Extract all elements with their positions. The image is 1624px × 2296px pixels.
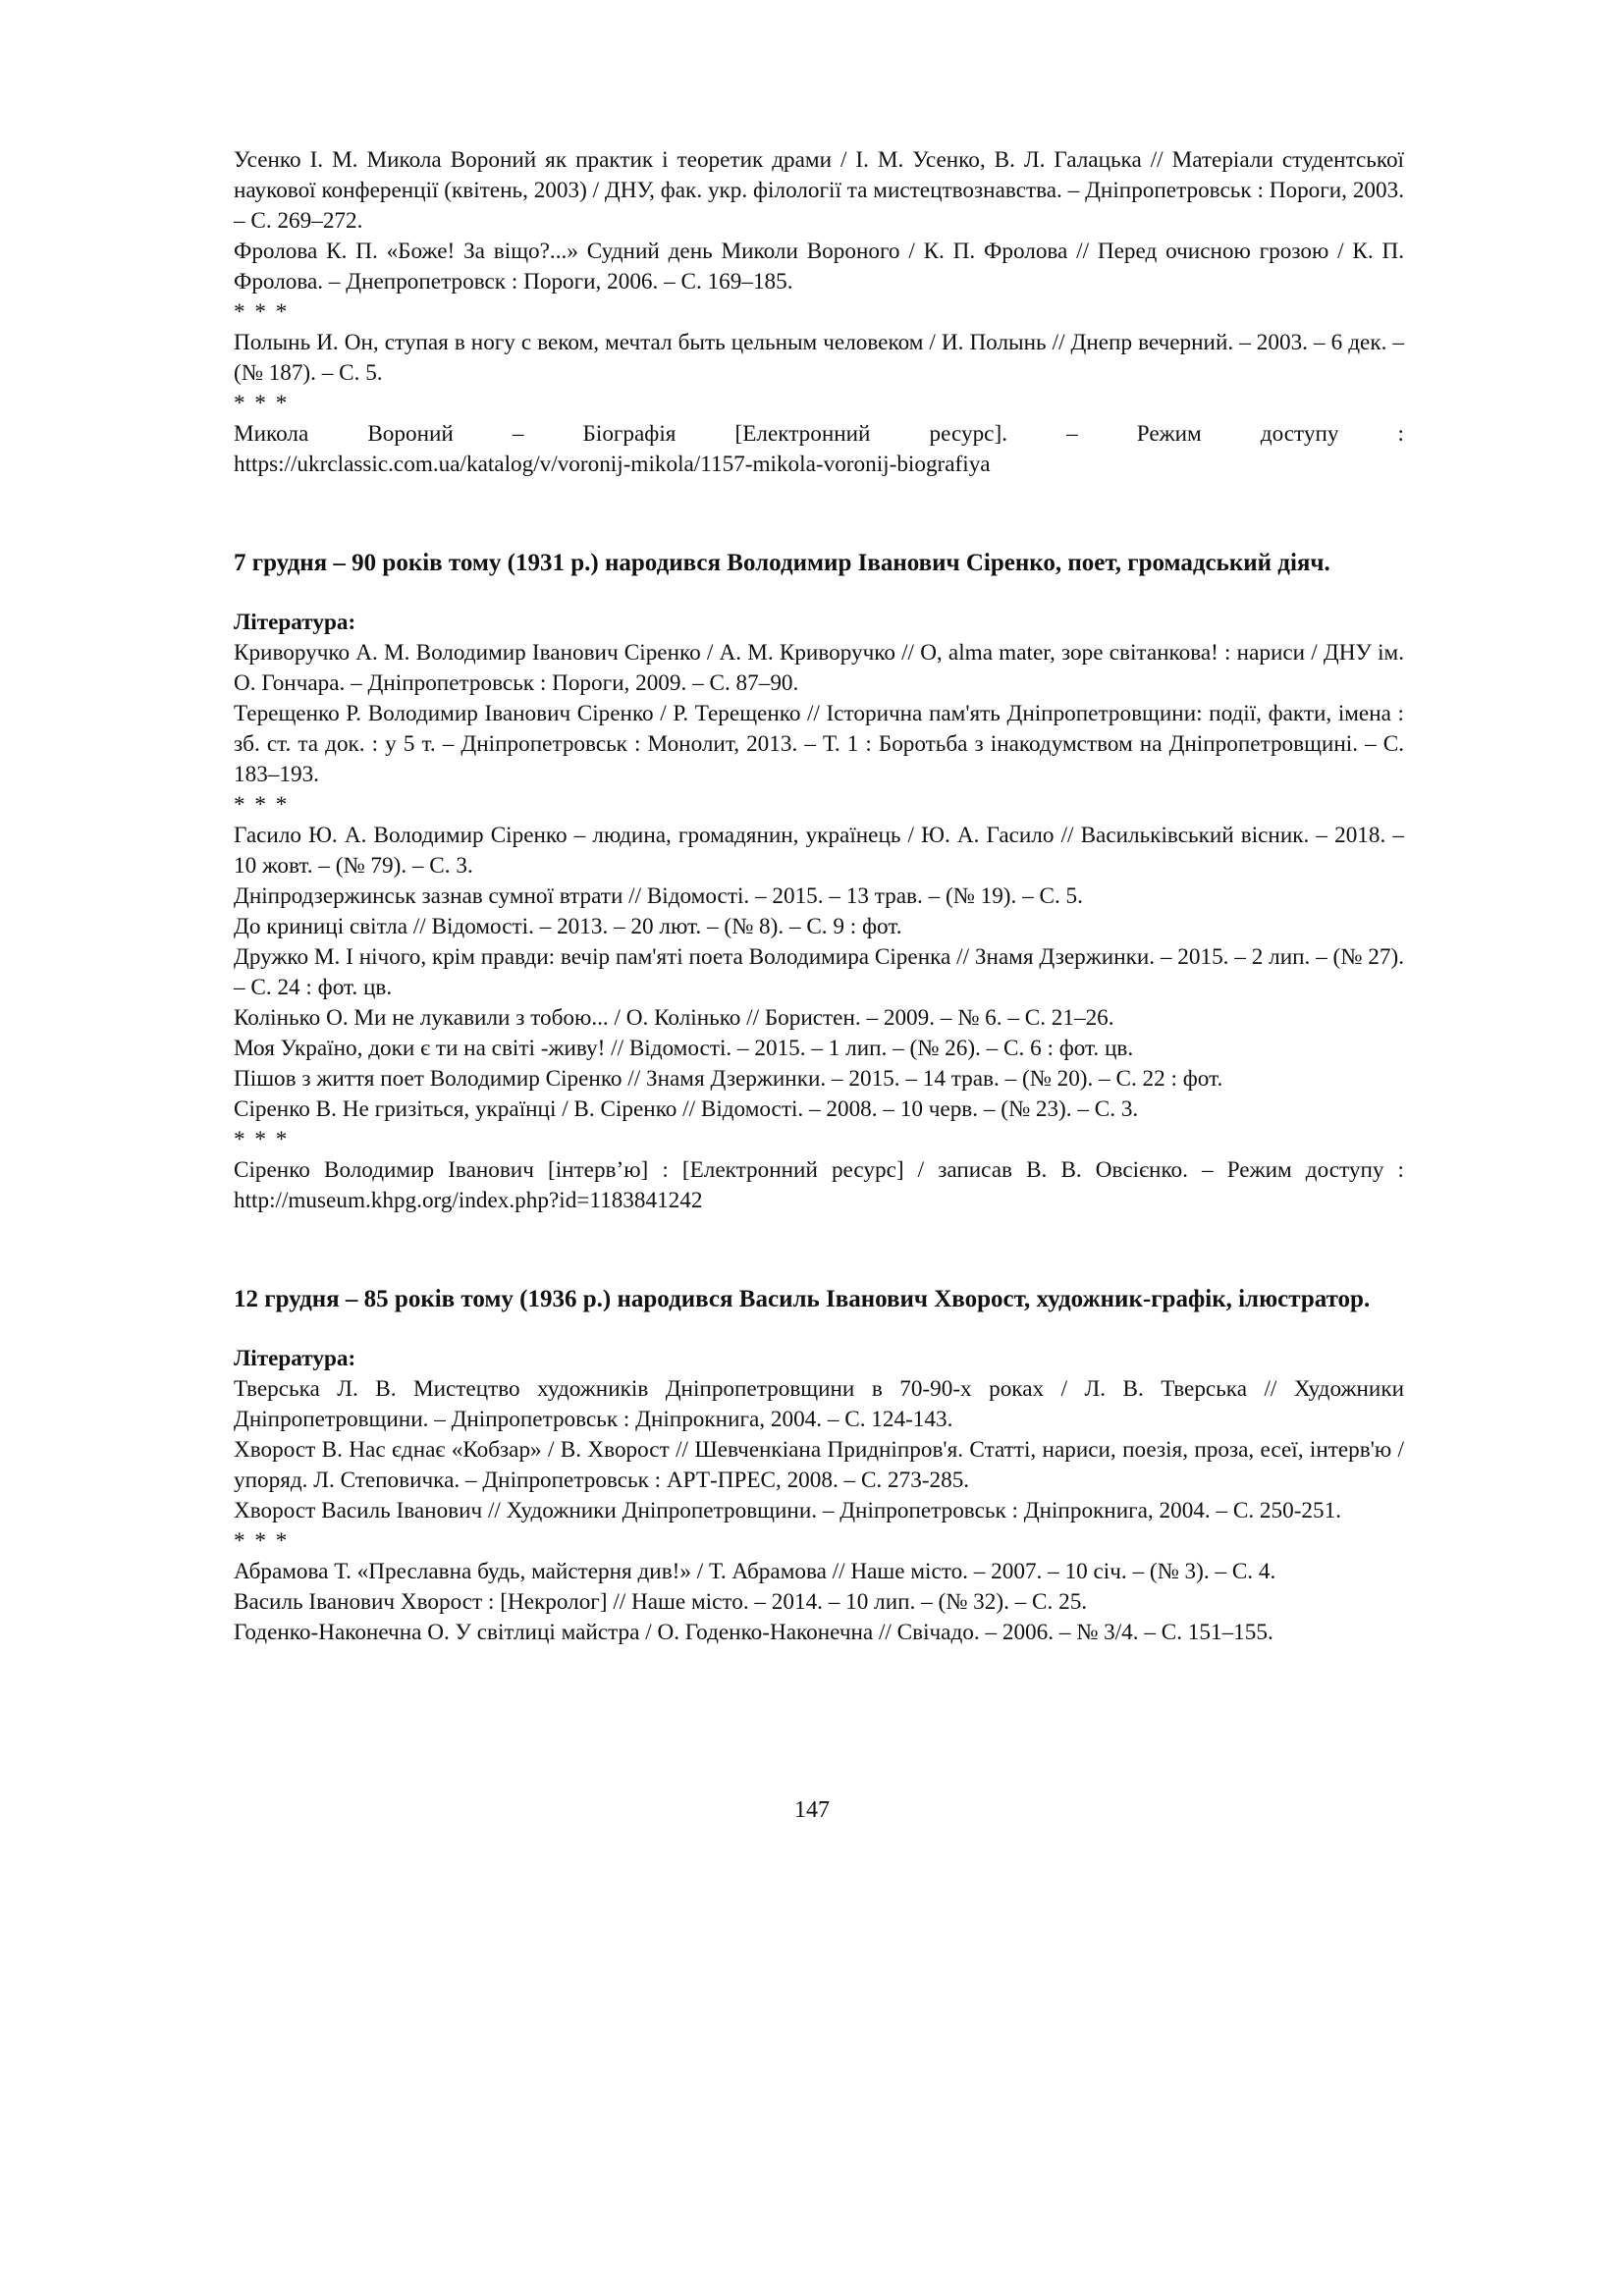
separator-stars: * * * [234, 1528, 290, 1554]
literature-label: Література: [234, 1346, 356, 1371]
separator-stars: * * * [234, 299, 290, 325]
bib-entry: Дружко М. І нічого, крім правди: вечір пам'яті поета Володимира Сіренка // Знамя Дзержинки. – 2015. – 2 лип. – (№ 27). – С. 24 : фот. цв. [234, 944, 1404, 1000]
bib-entry: Микола Вороний – Біографія [Електронний ресурс]. – Режим доступу : [234, 421, 1404, 447]
bib-entry: Усенко І. М. Микола Вороний як практик і теоретик драми / І. М. Усенко, В. Л. Галацька // Матеріали студентської наукової конференції (квітень, 2003) / ДНУ, фак. укр. філології та мистецтвознавства. – Дніпропетровськ : Пороги, 2003. – С. 269–272. [234, 147, 1404, 234]
bib-entry: Хворост В. Нас єднає «Кобзар» / В. Хворост // Шевченкіана Придніпров'я. Статті, нариси, поезія, проза, есеї, інтерв'ю / упоряд. Л. Степовичка. – Дніпропетровськ : АРТ-ПРЕС, 2008. – С. 273-285. [234, 1437, 1404, 1493]
bib-entry: Хворост Василь Іванович // Художники Дніпропетровщини. – Дніпропетровськ : Дніпрокнига, 2004. – С. 250-251. [234, 1498, 1342, 1523]
bib-entry: Абрамова Т. «Преславна будь, майстерня див!» / Т. Абрамова // Наше місто. – 2007. – 10 січ. – (№ 3). – С. 4. [234, 1559, 1276, 1584]
section-heading: 7 грудня – 90 років тому (1931 р.) народився Володимир Іванович Сіренко, поет, громадський діяч. [234, 550, 1330, 576]
bib-entry: Сіренко В. Не гризіться, українці / В. Сіренко // Відомості. – 2008. – 10 черв. – (№ 23). – С. 3. [234, 1096, 1139, 1122]
bib-entry: Пішов з життя поет Володимир Сіренко // Знамя Дзержинки. – 2015. – 14 трав. – (№ 20). – С. 22 : фот. [234, 1066, 1223, 1092]
bib-entry: Сіренко Володимир Іванович [інтерв’ю] : [Електронний ресурс] / записав В. В. Овсієнко. – Режим доступу : http://museum.khpg.org/index.php?id=1183841242 [234, 1157, 1404, 1213]
bib-entry: Терещенко Р. Володимир Іванович Сіренко / Р. Терещенко // Історична пам'ять Дніпропетровщини: події, факти, імена : зб. ст. та док. : у 5 т. – Дніпропетровськ : Монолит, 2013. – Т. 1 : Боротьба з інакодумством на Дніпропетровщині. – С. 183–193. [234, 701, 1404, 787]
bib-entry-url: https://ukrclassic.com.ua/katalog/v/voronij-mikola/1157-mikola-voronij-biografiya [234, 452, 991, 477]
bib-entry: Фролова К. П. «Боже! За віщо?...» Судний день Миколи Вороного / К. П. Фролова // Перед очисною грозою / К. П. Фролова. – Днепропетровск : Пороги, 2006. – С. 169–185. [234, 239, 1404, 294]
bib-entry: Криворучко А. М. Володимир Іванович Сіренко / А. М. Криворучко // О, alma mater, зоре світанкова! : нариси / ДНУ ім. О. Гончара. – Дніпропетровськ : Пороги, 2009. – С. 87–90. [234, 640, 1404, 696]
separator-stars: * * * [234, 792, 290, 818]
bib-entry: Гасило Ю. А. Володимир Сіренко – людина, громадянин, українець / Ю. А. Гасило // Васильківський вісник. – 2018. – 10 жовт. – (№ 79). – С. 3. [234, 823, 1404, 879]
literature-label: Література: [234, 610, 356, 635]
page-number: 147 [794, 1797, 830, 1823]
bib-entry: Годенко-Наконечна О. У світлиці майстра / О. Годенко-Наконечна // Свічадо. – 2006. – № 3/4. – С. 151–155. [234, 1620, 1273, 1645]
bib-entry: Колінько О. Ми не лукавили з тобою... / О. Колінько // Бористен. – 2009. – № 6. – С. 21–26. [234, 1005, 1114, 1031]
separator-stars: * * * [234, 1127, 290, 1152]
bib-entry: Тверська Л. В. Мистецтво художників Дніпропетровщини в 70-90-х роках / Л. В. Тверська // Художники Дніпропетровщини. – Дніпропетровськ : Дніпрокнига, 2004. – С. 124-143. [234, 1376, 1404, 1432]
separator-stars: * * * [234, 391, 290, 416]
page-content [234, 145, 1404, 1648]
section-heading: 12 грудня – 85 років тому (1936 р.) народився Василь Іванович Хворост, художник-графік, ілюстратор. [234, 1286, 1371, 1312]
bib-entry: Полынь И. Он, ступая в ногу с веком, мечтал быть цельным человеком / И. Полынь // Днепр вечерний. – 2003. – 6 дек. – (№ 187). – С. 5. [234, 330, 1404, 386]
bib-entry: Дніпродзержинськ зазнав сумної втрати // Відомості. – 2015. – 13 трав. – (№ 19). – С. 5. [234, 883, 1083, 909]
bib-entry: Василь Іванович Хворост : [Некролог] // Наше місто. – 2014. – 10 лип. – (№ 32). – С. 25. [234, 1589, 1088, 1615]
bib-entry: Моя Україно, доки є ти на світі -живу! // Відомості. – 2015. – 1 лип. – (№ 26). – С. 6 : фот. цв. [234, 1036, 1134, 1061]
bib-entry: До криниці світла // Відомості. – 2013. – 20 лют. – (№ 8). – С. 9 : фот. [234, 914, 902, 939]
